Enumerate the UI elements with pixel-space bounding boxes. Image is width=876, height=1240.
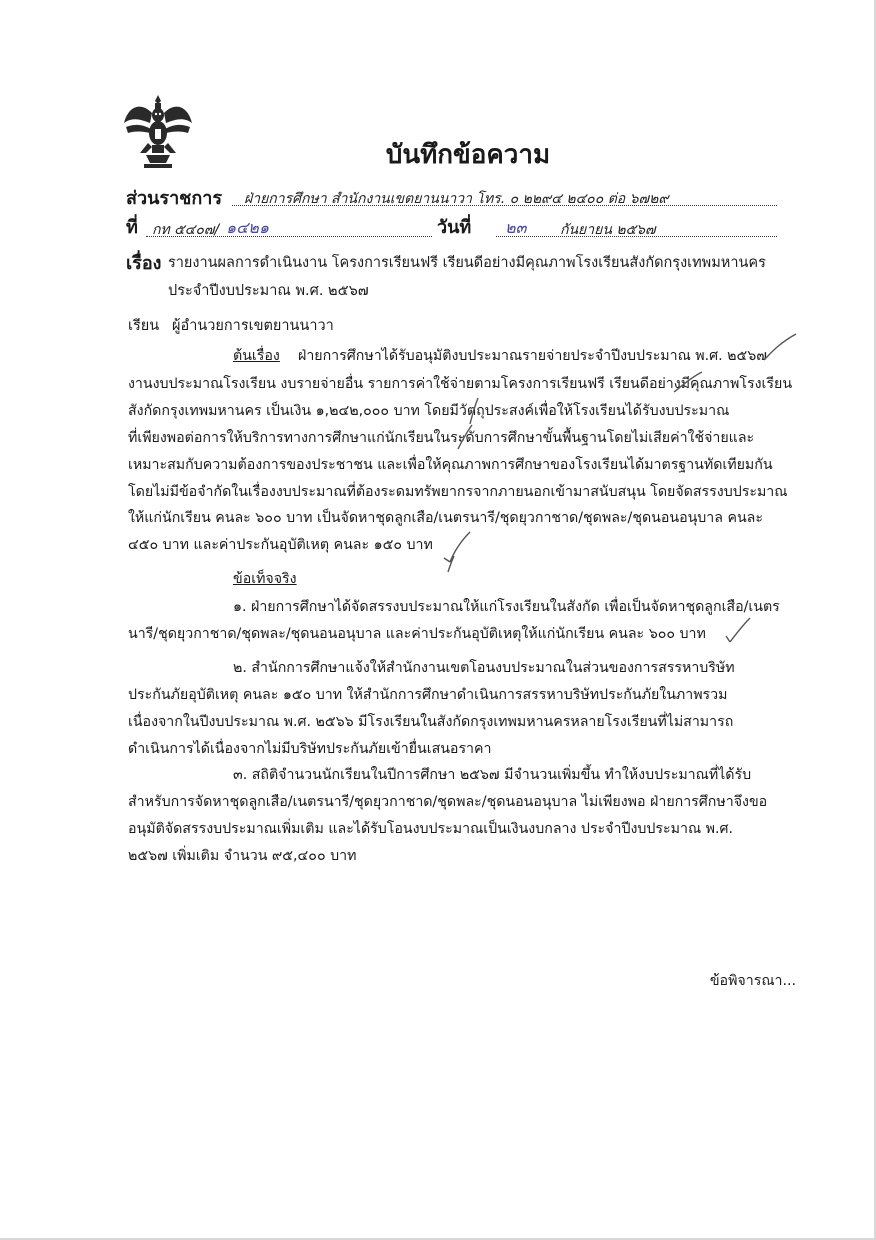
ref-label: ที่ [126,217,138,238]
background-line: โดยไม่มีข้อจำกัดในเรื่องงบประมาณที่ต้องระดมทรัพยากรจากภายนอกเข้ามาสนับสนุน โดยจัดสรรงบประมาณ [128,484,788,500]
continued-marker: ข้อพิจารณา... [709,973,796,989]
date-day-handwritten: ๒๓ [505,218,527,237]
fact-item-first-line: ๑. ฝ่ายการศึกษาได้จัดสรรงบประมาณให้แก่โรงเรียนในสังกัด เพื่อเป็นจัดหาชุดลูกเสือ/เนตร [233,599,780,615]
fact-item-line: สำหรับการจัดหาชุดลูกเสือ/เนตรนารี/ชุดยุวกาชาด/ชุดพละ/ชุดนอนอนุบาล ไม่เพียงพอ ฝ่ายการศึกษาจึงขอ [128,794,768,810]
fact-item-first-line: ๒. สำนักการศึกษาแจ้งให้สำนักงานเขตโอนงบประมาณในส่วนของการสรรหาบริษัท [233,660,735,676]
salutation-label: เรียน [128,318,160,334]
fact-item-line: เนื่องจากในปีงบประมาณ พ.ศ. ๒๕๖๖ มีโรงเรียนในสังกัดกรุงเทพมหานครหลายโรงเรียนที่ไม่สามารถ [128,714,734,730]
fact-item-line: ดำเนินการได้เนื่องจากไม่มีบริษัทประกันภัยเข้ายื่นเสนอราคา [128,741,492,757]
background-line: สังกัดกรุงเทพมหานคร เป็นเงิน ๑,๒๔๒,๐๐๐ บาท โดยมีวัตถุประสงค์เพื่อให้โรงเรียนได้รับงบประมาณ [128,403,730,419]
ref-handwritten-number: ๑๔๒๑ [226,218,269,237]
facts-heading: ข้อเท็จจริง [233,571,297,587]
fact-item-line: ประกันภัยอุบัติเหตุ คนละ ๑๕๐ บาท ให้สำนักการศึกษาดำเนินการสรรหาบริษัทประกันภัยในภาพรวม [128,687,728,703]
fact-item-line: นารี/ชุดยุวกาชาด/ชุดพละ/ชุดนอนอนุบาล และค่าประกันอุบัติเหตุให้แก่นักเรียน คนละ ๖๐๐ บาท [128,626,706,642]
date-label: วันที่ [437,217,472,238]
date-dotted-line [496,236,777,237]
background-heading: ต้นเรื่อง [233,348,280,364]
pen-check-mark-icon [722,616,752,646]
ref-dotted-line [146,236,432,237]
background-first-line: ฝ่ายการศึกษาได้รับอนุมัติงบประมาณรายจ่ายประจำปีงบประมาณ พ.ศ. ๒๕๖๗ [298,348,767,364]
fact-item-line: อนุมัติจัดสรรงบประมาณเพิ่มเติม และได้รับโอนงบประมาณเป็นเงินงบกลาง ประจำปีงบประมาณ พ.ศ. [128,821,734,837]
subject-line-1: รายงานผลการดำเนินงาน โครงการเรียนฟรี เรียนดีอย่างมีคุณภาพโรงเรียนสังกัดกรุงเทพมหานคร [168,255,766,271]
fact-item-first-line: ๓. สถิติจำนวนนักเรียนในปีการศึกษา ๒๕๖๗ มีจำนวนเพิ่มขึ้น ทำให้งบประมาณที่ได้รับ [233,767,752,783]
fact-item-line: ๒๕๖๗ เพิ่มเติม จำนวน ๙๕,๔๐๐ บาท [128,848,357,864]
background-line: ๔๕๐ บาท และค่าประกันอุบัติเหตุ คนละ ๑๕๐ บาท [128,537,433,553]
pen-check-mark-icon [760,330,800,366]
background-line: ให้แก่นักเรียน คนละ ๖๐๐ บาท เป็นจัดหาชุดลูกเสือ/เนตรนารี/ชุดยุวกาชาด/ชุดพละ/ชุดนอนอนุบาล คนละ [128,510,763,526]
ref-value: กท ๕๔๐๗/ [152,222,220,238]
date-month-year: กันยายน ๒๕๖๗ [560,222,656,238]
agency-dotted-line [232,205,777,206]
pen-check-mark-icon [450,423,476,451]
memo-title: บันทึกข้อความ [385,140,551,170]
background-line: เหมาะสมกับความต้องการของประชาชน และเพื่อให้คุณภาพการศึกษาของโรงเรียนได้มาตรฐานทัดเทียมกัน [128,457,773,473]
pen-check-mark-icon [440,528,476,574]
agency-value: ฝ่ายการศึกษา สำนักงานเขตยานนาวา โทร. ๐ ๒๒๙๔ ๒๔๐๐ ต่อ ๖๗๒๙ [244,191,669,207]
background-line: งานงบประมาณโรงเรียน งบรายจ่ายอื่น รายการค่าใช้จ่ายตามโครงการเรียนฟรี เรียนดีอย่างมีคุณภาพโรงเรียน [128,376,793,392]
agency-label: ส่วนราชการ [126,188,223,209]
background-line: ที่เพียงพอต่อการให้บริการทางการศึกษาแก่นักเรียนในระดับการศึกษาขั้นพื้นฐานโดยไม่เสียค่าใช้จ่ายและ [128,430,755,446]
salutation-value: ผู้อำนวยการเขตยานนาวา [172,318,334,334]
subject-line-2: ประจำปีงบประมาณ พ.ศ. ๒๕๖๗ [168,283,369,299]
subject-label: เรื่อง [126,253,162,274]
pen-check-mark-icon [670,368,706,398]
